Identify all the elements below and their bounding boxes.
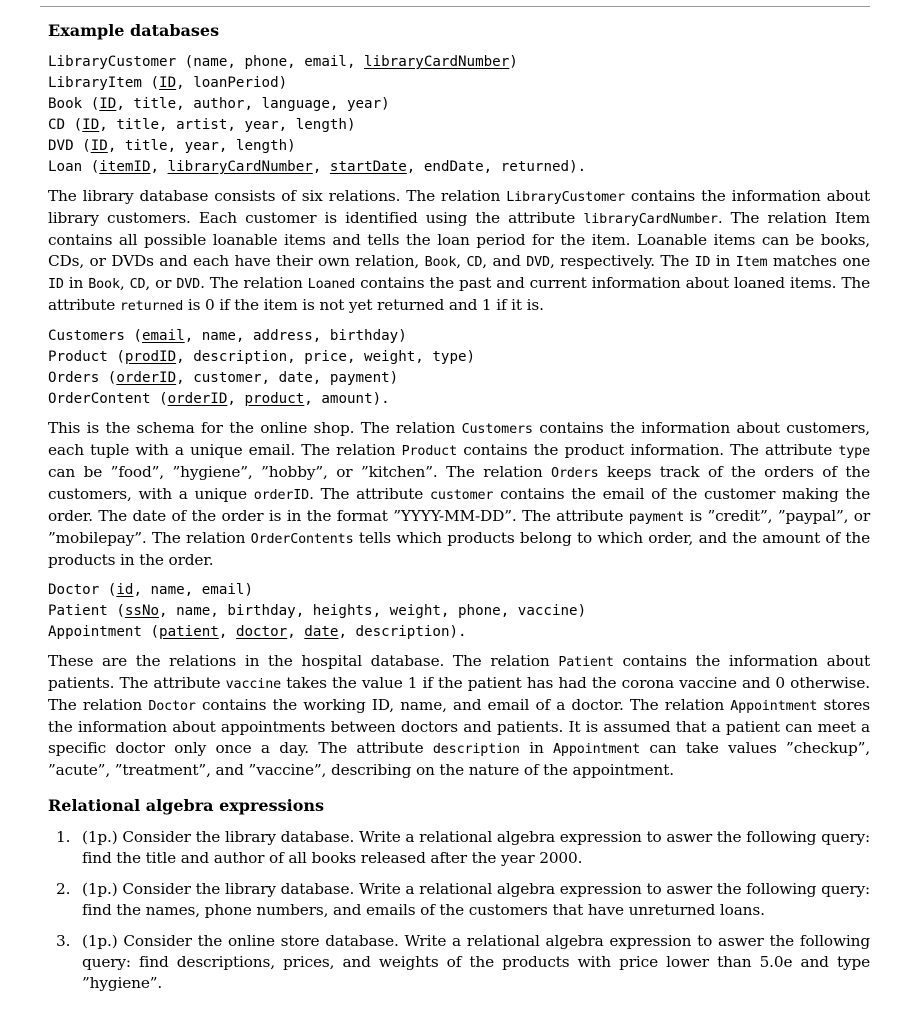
schema-text: , customer, date, payment) [176,370,399,386]
code-identifier: Doctor [148,699,196,714]
code-identifier: type [838,444,870,459]
schema-text: Book ( [48,96,100,112]
schema-text: , title, author, language, year) [116,96,390,112]
code-identifier: orderID [253,488,310,503]
schema-text: , name, email) [133,582,254,598]
schema-text: , amount). [304,391,390,407]
code-identifier: Book [424,255,457,270]
key-attribute: libraryCardNumber [167,159,313,175]
question-number: 1. [56,828,71,846]
code-identifier: Customers [461,422,533,437]
paragraph-text: , respectively. The [549,252,695,270]
paragraph-text: contains the email of the customer making the order. The date of the order is in the format ”YYYY-MM-DD”. The attribute [48,485,871,525]
paragraph-text: , or [145,274,177,292]
code-identifier: Appointment [730,699,818,714]
paragraph-text: in [63,274,89,292]
paragraph-text: in [519,739,554,757]
library-schema [48,52,870,178]
paragraph-text: The library database consists of six relations. The relation [48,187,507,205]
schema-text: LibraryCustomer (name, phone, email, [48,54,365,70]
key-attribute: ID [90,138,108,154]
schema-text: ) [509,54,518,70]
paragraph-text: tells which products belong to which order, and the amount of the products in the order. [48,529,870,569]
schema-text: , [227,391,245,407]
question-number: 3. [56,932,71,950]
schema-text: , title, artist, year, length) [99,117,356,133]
schema-text: Loan ( [48,159,100,175]
schema-text: OrderContent ( [48,391,168,407]
questions-title: Relational algebra expressions [48,796,324,815]
schema-text: Doctor ( [48,582,117,598]
schema-line [48,73,870,94]
schema-text: , title, year, length) [107,138,296,154]
paragraph-text: contains the information about customers, each tuple with a unique email. The relation [48,419,870,459]
key-attribute: patient [159,624,219,640]
schema-text: Appointment ( [48,624,160,640]
schema-line [48,601,870,622]
question-text: (1p.) Consider the online store database. Write a relational algebra expression to aswer the following query: find descriptions, prices, and weights of the products with price lower than 5.0e and type ”hygiene”. [82,932,870,992]
schema-line [48,115,870,136]
paragraph-text: contains the information about patients. The attribute [48,652,870,692]
schema-line [48,326,870,347]
schema-text: LibraryItem ( [48,75,160,91]
schema-text: , [218,624,236,640]
paragraph-text: . The attribute [309,485,431,503]
question-item [56,879,870,921]
code-identifier: returned [119,299,184,314]
schema-line [48,94,870,115]
key-attribute: doctor [235,624,288,640]
key-attribute: prodID [124,349,177,365]
paragraph-text: , and [482,252,527,270]
question-item [56,827,870,869]
schema-text: , name, address, birthday) [184,328,407,344]
shop-description [48,418,870,571]
key-attribute: date [304,624,339,640]
schema-text: , [312,159,330,175]
code-identifier: CD [129,277,146,292]
code-identifier: customer [430,488,494,503]
schema-text: CD ( [48,117,83,133]
paragraph-text: contains the product information. The attribute [457,441,839,459]
document-page [48,20,870,1004]
schema-text: Product ( [48,349,125,365]
paragraph-text: is ”credit”, ”paypal”, or ”mobilepay”. The relation [48,507,870,547]
key-attribute: startDate [329,159,407,175]
questions-list [48,827,870,994]
code-identifier: Product [401,444,457,459]
question-number: 2. [56,880,71,898]
schema-text: Orders ( [48,370,117,386]
key-attribute: product [244,391,305,407]
paragraph-text: This is the schema for the online shop. The relation [48,419,462,437]
key-attribute: orderID [167,391,228,407]
key-attribute: ID [159,75,177,91]
code-identifier: Item [735,255,768,270]
schema-text: , description). [338,624,467,640]
schema-line [48,347,870,368]
paragraph-text: . The relation Item contains all possible loanable items and tells the loan period for the item. Loanable items can be books, CDs, or DVDs and each have their own relation, [48,209,870,270]
code-identifier: Loaned [307,277,356,292]
section-title: Example databases [48,21,220,40]
paragraph-text: can take values ”checkup”, ”acute”, ”treatment”, and ”vaccine”, describing on the nature of the appointment. [48,739,870,779]
code-identifier: payment [628,510,685,525]
schema-text: , [287,624,305,640]
code-identifier: DVD [176,277,201,292]
schema-text: , description, price, weight, type) [176,349,476,365]
schema-line [48,52,870,73]
code-identifier: Appointment [553,742,641,757]
paragraph-text: keeps track of the orders of the customers, with a unique [48,463,870,503]
key-attribute: ID [99,96,117,112]
key-attribute: email [141,328,185,344]
code-identifier: CD [466,255,483,270]
code-identifier: ID [48,277,64,292]
paragraph-text: can be ”food”, ”hygiene”, ”hobby”, or ”kitchen”. The relation [48,463,552,481]
code-identifier: description [432,742,520,757]
code-identifier: OrderContents [250,532,354,547]
paragraph-text: contains the past and current information about loaned items. The attribute [48,274,870,314]
paragraph-text: contains the working ID, name, and email of a doctor. The relation [195,696,731,714]
question-item [56,931,870,994]
paragraph-text: These are the relations in the hospital database. The relation [48,652,559,670]
code-identifier: Book [88,277,120,292]
key-attribute: ID [82,117,100,133]
shop-schema [48,326,870,410]
schema-text: Customers ( [48,328,142,344]
schema-line [48,389,870,410]
code-identifier: libraryCardNumber [583,212,718,227]
schema-text: , loanPeriod) [176,75,288,91]
schema-text: , name, birthday, heights, weight, phone, vaccine) [159,603,587,619]
schema-text: Patient ( [48,603,125,619]
key-attribute: ssNo [124,603,160,619]
code-identifier: vaccine [225,677,282,692]
key-attribute: orderID [116,370,177,386]
schema-line [48,368,870,389]
top-rule [40,6,870,7]
code-identifier: DVD [526,255,550,270]
schema-line [48,580,870,601]
code-identifier: ID [694,255,711,270]
question-text: (1p.) Consider the library database. Write a relational algebra expression to aswer the following query: find the title and author of all books released after the year 2000. [82,828,870,867]
code-identifier: Orders [551,466,599,481]
hospital-schema [48,580,870,643]
paragraph-text: , [456,252,467,270]
key-attribute: libraryCardNumber [364,54,510,70]
schema-text: DVD ( [48,138,91,154]
paragraph-text: in [710,252,736,270]
paragraph-text: , [119,274,130,292]
paragraph-text: is 0 if the item is not yet returned and 1 if it is. [183,296,544,314]
code-identifier: LibraryCustomer [506,190,625,205]
paragraph-text: contains the information about library customers. Each customer is identified using the attribute [48,187,870,227]
paragraph-text: matches one [767,252,870,270]
schema-text: , endDate, returned). [406,159,587,175]
code-identifier: Patient [558,655,614,670]
key-attribute: itemID [99,159,151,175]
schema-line [48,136,870,157]
question-text: (1p.) Consider the library database. Write a relational algebra expression to aswer the following query: find the names, phone numbers, and emails of the customers that have unreturned loans. [82,880,870,919]
key-attribute: id [116,582,134,598]
schema-line [48,157,870,178]
library-description [48,186,870,317]
paragraph-text: stores the information about appointments between doctors and patients. It is assumed that a patient can meet a specific doctor only once a day. The attribute [48,696,870,757]
schema-text: , [150,159,168,175]
paragraph-text: takes the value 1 if the patient has had the corona vaccine and 0 otherwise. The relation [48,674,871,714]
hospital-description [48,651,870,781]
schema-line [48,622,870,643]
paragraph-text: . The relation [200,274,308,292]
